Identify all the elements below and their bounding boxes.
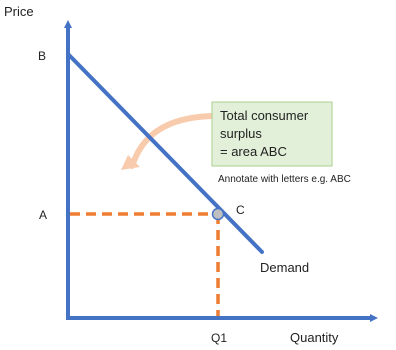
- demand-label: Demand: [260, 260, 310, 275]
- x-axis-label: Quantity: [290, 330, 339, 345]
- annotation-text: Annotate with letters e.g. ABC: [218, 174, 351, 185]
- y-axis-label: Price: [4, 4, 34, 19]
- point-c-label: C: [236, 203, 245, 217]
- callout-line-3: = area ABC: [220, 144, 287, 159]
- callout-line-2: surplus: [220, 126, 262, 141]
- callout-line-1: Total consumer: [220, 108, 309, 123]
- point-a-label: A: [39, 208, 48, 222]
- q1-label: Q1: [211, 331, 228, 345]
- point-c-marker: [213, 209, 224, 220]
- point-b-label: B: [38, 49, 47, 63]
